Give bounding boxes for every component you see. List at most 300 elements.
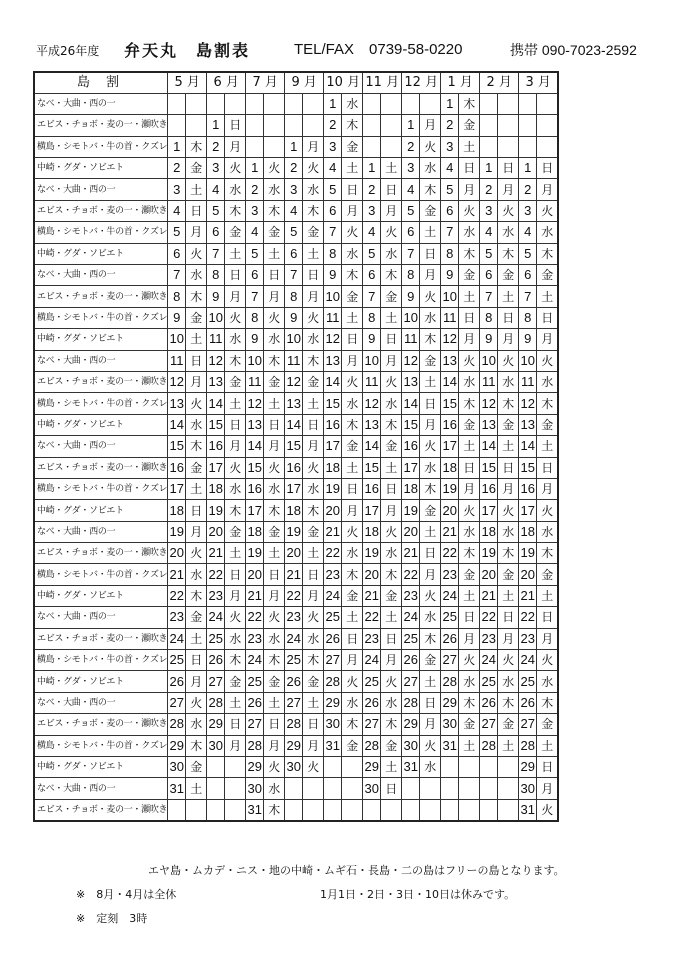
- weekday: 水: [342, 243, 363, 264]
- day-number: 12: [285, 371, 303, 392]
- weekday: 金: [459, 115, 480, 136]
- island-group-label: なべ・大曲・西の一: [34, 436, 168, 457]
- weekday: [186, 115, 207, 136]
- island-group-label: 中崎・グダ・ソビエト: [34, 414, 168, 435]
- day-number: [324, 757, 342, 778]
- weekday: 水: [303, 179, 324, 200]
- day-number: 6: [324, 200, 342, 221]
- weekday: 火: [264, 158, 285, 179]
- day-number: 27: [324, 650, 342, 671]
- day-number: 7: [207, 243, 225, 264]
- day-number: 4: [324, 158, 342, 179]
- weekday: 火: [303, 457, 324, 478]
- island-group-label: なべ・大曲・西の一: [34, 93, 168, 114]
- weekday: 金: [381, 286, 402, 307]
- day-number: 19: [480, 543, 498, 564]
- island-group-label: エビス・チョボ・麦の一・瀬吹き: [34, 714, 168, 735]
- day-number: 25: [285, 650, 303, 671]
- month-header: 11 月: [363, 72, 402, 93]
- day-number: 8: [363, 307, 381, 328]
- day-number: 28: [207, 692, 225, 713]
- weekday: [303, 115, 324, 136]
- weekday: 水: [537, 222, 559, 243]
- day-number: 29: [363, 757, 381, 778]
- weekday: 木: [381, 714, 402, 735]
- day-number: 6: [285, 243, 303, 264]
- weekday: 火: [225, 307, 246, 328]
- day-number: 20: [480, 564, 498, 585]
- weekday: 木: [459, 93, 480, 114]
- day-number: 6: [480, 265, 498, 286]
- day-number: 29: [441, 692, 459, 713]
- island-group-label: なべ・大曲・西の一: [34, 265, 168, 286]
- table-row: [34, 329, 558, 350]
- weekday: 日: [537, 307, 559, 328]
- day-number: 22: [324, 543, 342, 564]
- weekday: 金: [420, 350, 441, 371]
- weekday: [498, 93, 519, 114]
- day-number: 9: [285, 307, 303, 328]
- weekday: [342, 757, 363, 778]
- day-number: 27: [285, 692, 303, 713]
- day-number: [480, 799, 498, 820]
- weekday: 金: [264, 521, 285, 542]
- day-number: 2: [324, 115, 342, 136]
- day-number: 4: [402, 179, 420, 200]
- day-number: 28: [402, 692, 420, 713]
- day-number: 20: [324, 500, 342, 521]
- day-number: 21: [246, 585, 264, 606]
- day-number: 8: [285, 286, 303, 307]
- weekday: 月: [186, 521, 207, 542]
- weekday: 日: [186, 650, 207, 671]
- day-number: 15: [324, 393, 342, 414]
- table-row: [34, 607, 558, 628]
- weekday: 火: [420, 585, 441, 606]
- month-header: 3 月: [519, 72, 559, 93]
- weekday: [225, 799, 246, 820]
- day-number: 11: [207, 329, 225, 350]
- day-number: 12: [402, 350, 420, 371]
- day-number: 15: [402, 414, 420, 435]
- day-number: 21: [441, 521, 459, 542]
- day-number: 27: [363, 714, 381, 735]
- month-header: 5 月: [168, 72, 207, 93]
- month-header: 6 月: [207, 72, 246, 93]
- weekday: 土: [225, 393, 246, 414]
- day-number: 18: [402, 478, 420, 499]
- island-group-label: エビス・チョボ・麦の一・瀬吹き: [34, 628, 168, 649]
- weekday: 土: [381, 757, 402, 778]
- day-number: 10: [480, 350, 498, 371]
- day-number: 25: [402, 628, 420, 649]
- weekday: 木: [186, 585, 207, 606]
- weekday: 金: [264, 371, 285, 392]
- weekday: 月: [264, 585, 285, 606]
- day-number: 1: [246, 158, 264, 179]
- weekday: 木: [264, 799, 285, 820]
- day-number: 31: [246, 799, 264, 820]
- day-number: 26: [363, 692, 381, 713]
- day-number: 19: [246, 543, 264, 564]
- day-number: 16: [285, 457, 303, 478]
- weekday: 月: [342, 500, 363, 521]
- day-number: [207, 778, 225, 799]
- day-number: 3: [519, 200, 537, 221]
- island-group-label: エビス・チョボ・麦の一・瀬吹き: [34, 200, 168, 221]
- weekday: 水: [459, 371, 480, 392]
- weekday: 土: [225, 243, 246, 264]
- day-number: 15: [480, 457, 498, 478]
- weekday: 木: [186, 436, 207, 457]
- day-number: 15: [441, 393, 459, 414]
- day-number: 14: [363, 436, 381, 457]
- day-number: 29: [207, 714, 225, 735]
- weekday: 木: [303, 200, 324, 221]
- weekday: 土: [264, 393, 285, 414]
- island-group-label: なべ・大曲・西の一: [34, 692, 168, 713]
- day-number: 25: [480, 671, 498, 692]
- day-number: 1: [324, 93, 342, 114]
- day-number: 17: [246, 500, 264, 521]
- island-group-label: 中崎・グダ・ソビエト: [34, 500, 168, 521]
- weekday: 水: [342, 93, 363, 114]
- weekday: 木: [537, 543, 559, 564]
- month-header: 7 月: [246, 72, 285, 93]
- weekday: 土: [186, 179, 207, 200]
- day-number: 28: [324, 671, 342, 692]
- day-number: 5: [168, 222, 186, 243]
- weekday: 水: [459, 222, 480, 243]
- day-number: 13: [285, 393, 303, 414]
- day-number: 5: [363, 243, 381, 264]
- weekday: 土: [303, 393, 324, 414]
- day-number: 5: [519, 243, 537, 264]
- weekday: 水: [264, 628, 285, 649]
- day-number: 24: [441, 585, 459, 606]
- day-number: 28: [246, 735, 264, 756]
- day-number: 7: [441, 222, 459, 243]
- day-number: 16: [324, 414, 342, 435]
- day-number: 30: [363, 778, 381, 799]
- day-number: 14: [246, 436, 264, 457]
- day-number: 15: [519, 457, 537, 478]
- weekday: 日: [225, 115, 246, 136]
- day-number: [207, 93, 225, 114]
- weekday: [498, 757, 519, 778]
- day-number: 31: [324, 735, 342, 756]
- table-row: [34, 692, 558, 713]
- day-number: 15: [207, 414, 225, 435]
- day-number: 24: [363, 650, 381, 671]
- day-number: [246, 93, 264, 114]
- weekday: 日: [225, 414, 246, 435]
- weekday: 土: [186, 478, 207, 499]
- weekday: 木: [264, 500, 285, 521]
- weekday: 火: [381, 521, 402, 542]
- island-group-label: エビス・チョボ・麦の一・瀬吹き: [34, 457, 168, 478]
- weekday: 木: [537, 243, 559, 264]
- day-number: 8: [519, 307, 537, 328]
- weekday: 木: [459, 692, 480, 713]
- island-group-label: エビス・チョボ・麦の一・瀬吹き: [34, 799, 168, 820]
- weekday: 水: [537, 521, 559, 542]
- island-group-label: 横島・シモトバ・牛の首・クズレ: [34, 393, 168, 414]
- weekday: 月: [459, 329, 480, 350]
- weekday: 土: [381, 607, 402, 628]
- day-number: [441, 778, 459, 799]
- weekday: 金: [381, 735, 402, 756]
- day-number: 13: [363, 414, 381, 435]
- weekday: 木: [381, 414, 402, 435]
- weekday: [459, 799, 480, 820]
- weekday: 水: [537, 671, 559, 692]
- weekday: 日: [498, 607, 519, 628]
- day-number: 7: [402, 243, 420, 264]
- table-row: [34, 286, 558, 307]
- weekday: 日: [381, 778, 402, 799]
- weekday: 月: [381, 350, 402, 371]
- day-number: 10: [363, 350, 381, 371]
- day-number: 23: [519, 628, 537, 649]
- day-number: 29: [324, 692, 342, 713]
- day-number: [480, 136, 498, 157]
- day-number: 11: [285, 350, 303, 371]
- weekday: 木: [420, 329, 441, 350]
- day-number: [285, 778, 303, 799]
- weekday: 月: [303, 436, 324, 457]
- day-number: 28: [168, 714, 186, 735]
- day-number: 11: [363, 371, 381, 392]
- day-number: 9: [207, 286, 225, 307]
- day-number: 2: [207, 136, 225, 157]
- day-number: 19: [324, 478, 342, 499]
- island-group-label: 中崎・グダ・ソビエト: [34, 671, 168, 692]
- weekday: 木: [186, 136, 207, 157]
- weekday: 火: [537, 799, 559, 820]
- weekday: 火: [420, 136, 441, 157]
- weekday: 水: [420, 457, 441, 478]
- day-number: 30: [441, 714, 459, 735]
- day-number: 25: [441, 607, 459, 628]
- weekday: 水: [303, 628, 324, 649]
- island-group-label: 中崎・グダ・ソビエト: [34, 585, 168, 606]
- day-number: 7: [285, 265, 303, 286]
- weekday: 土: [537, 735, 559, 756]
- weekday: 土: [381, 158, 402, 179]
- day-number: 7: [168, 265, 186, 286]
- day-number: 13: [168, 393, 186, 414]
- day-number: 2: [246, 179, 264, 200]
- weekday: 水: [264, 329, 285, 350]
- day-number: 22: [480, 607, 498, 628]
- table-row: [34, 478, 558, 499]
- day-number: 30: [519, 778, 537, 799]
- weekday: 月: [186, 371, 207, 392]
- weekday: 金: [498, 564, 519, 585]
- table-row: [34, 158, 558, 179]
- weekday: 火: [342, 371, 363, 392]
- weekday: 木: [342, 714, 363, 735]
- table-row: [34, 265, 558, 286]
- table-row: [34, 243, 558, 264]
- day-number: 10: [246, 350, 264, 371]
- day-number: 19: [363, 543, 381, 564]
- day-number: 24: [519, 650, 537, 671]
- day-number: 9: [324, 265, 342, 286]
- weekday: 月: [420, 714, 441, 735]
- weekday: 木: [264, 350, 285, 371]
- day-number: 29: [285, 735, 303, 756]
- weekday: 日: [381, 478, 402, 499]
- day-number: 4: [168, 200, 186, 221]
- weekday: 水: [186, 714, 207, 735]
- weekday: 水: [186, 265, 207, 286]
- day-number: 23: [207, 585, 225, 606]
- weekday: 火: [537, 500, 559, 521]
- weekday: [342, 799, 363, 820]
- weekday: 火: [264, 307, 285, 328]
- weekday: 水: [420, 158, 441, 179]
- weekday: 水: [303, 329, 324, 350]
- day-number: 7: [519, 286, 537, 307]
- weekday: 金: [303, 371, 324, 392]
- weekday: 月: [303, 286, 324, 307]
- day-number: 10: [441, 286, 459, 307]
- day-number: 15: [363, 457, 381, 478]
- weekday: 金: [264, 222, 285, 243]
- weekday: 水: [459, 671, 480, 692]
- day-number: [246, 136, 264, 157]
- table-row: [34, 307, 558, 328]
- weekday: 日: [381, 179, 402, 200]
- weekday: 金: [381, 585, 402, 606]
- weekday: 火: [342, 222, 363, 243]
- island-group-label: 横島・シモトバ・牛の首・クズレ: [34, 136, 168, 157]
- day-number: 16: [441, 414, 459, 435]
- day-number: 16: [402, 436, 420, 457]
- day-number: 18: [285, 500, 303, 521]
- table-row: [34, 200, 558, 221]
- weekday: 日: [303, 564, 324, 585]
- day-number: 19: [285, 521, 303, 542]
- weekday: [186, 799, 207, 820]
- weekday: 火: [225, 457, 246, 478]
- day-number: 18: [441, 457, 459, 478]
- day-number: 5: [480, 243, 498, 264]
- weekday: [537, 93, 559, 114]
- weekday: 日: [537, 757, 559, 778]
- day-number: 30: [168, 757, 186, 778]
- weekday: [537, 136, 559, 157]
- weekday: [303, 778, 324, 799]
- day-number: 19: [402, 500, 420, 521]
- weekday: 金: [186, 158, 207, 179]
- weekday: 金: [186, 307, 207, 328]
- day-number: 17: [168, 478, 186, 499]
- weekday: 日: [225, 714, 246, 735]
- weekday: 水: [381, 543, 402, 564]
- weekday: 金: [420, 200, 441, 221]
- day-number: 1: [519, 158, 537, 179]
- table-row: [34, 93, 558, 114]
- day-number: 17: [519, 500, 537, 521]
- day-number: 3: [207, 158, 225, 179]
- day-number: 19: [441, 478, 459, 499]
- day-number: 4: [480, 222, 498, 243]
- weekday: [498, 136, 519, 157]
- day-number: 2: [519, 179, 537, 200]
- weekday: [381, 136, 402, 157]
- weekday: [186, 93, 207, 114]
- holidays-note: 1月1日・2日・3日・10日は休みです。: [320, 888, 516, 901]
- weekday: 木: [381, 265, 402, 286]
- day-number: 18: [324, 457, 342, 478]
- weekday: 日: [264, 714, 285, 735]
- weekday: 金: [459, 714, 480, 735]
- island-group-label: 横島・シモトバ・牛の首・クズレ: [34, 307, 168, 328]
- weekday: 土: [381, 457, 402, 478]
- weekday: 土: [186, 778, 207, 799]
- day-number: 14: [324, 371, 342, 392]
- weekday: 木: [459, 543, 480, 564]
- weekday: 火: [459, 500, 480, 521]
- day-number: 14: [207, 393, 225, 414]
- day-number: 20: [246, 564, 264, 585]
- day-number: 1: [168, 136, 186, 157]
- weekday: 土: [225, 543, 246, 564]
- island-group-label: 中崎・グダ・ソビエト: [34, 329, 168, 350]
- weekday: [303, 93, 324, 114]
- island-schedule-table: [33, 71, 559, 822]
- day-number: 20: [519, 564, 537, 585]
- day-number: 11: [441, 307, 459, 328]
- island-group-label: 横島・シモトバ・牛の首・クズレ: [34, 735, 168, 756]
- weekday: 水: [264, 778, 285, 799]
- weekday: 日: [264, 414, 285, 435]
- island-group-label: なべ・大曲・西の一: [34, 607, 168, 628]
- day-number: 28: [441, 671, 459, 692]
- weekday: 水: [498, 521, 519, 542]
- day-number: [168, 115, 186, 136]
- day-number: [207, 757, 225, 778]
- day-number: [246, 115, 264, 136]
- day-number: 7: [363, 286, 381, 307]
- day-number: [207, 799, 225, 820]
- weekday: 金: [342, 436, 363, 457]
- day-number: [285, 115, 303, 136]
- day-number: 26: [207, 650, 225, 671]
- weekday: 金: [342, 585, 363, 606]
- weekday: 火: [303, 607, 324, 628]
- day-number: 11: [168, 350, 186, 371]
- weekday: 日: [420, 393, 441, 414]
- weekday: [420, 799, 441, 820]
- weekday: 土: [420, 671, 441, 692]
- weekday: 木: [342, 265, 363, 286]
- weekday: 火: [264, 757, 285, 778]
- table-row: [34, 543, 558, 564]
- day-number: 17: [285, 478, 303, 499]
- weekday: [225, 93, 246, 114]
- day-number: 29: [402, 714, 420, 735]
- day-number: 10: [168, 329, 186, 350]
- weekday: 金: [537, 714, 559, 735]
- weekday: [381, 115, 402, 136]
- weekday: 水: [264, 478, 285, 499]
- weekday: 月: [498, 329, 519, 350]
- weekday: 日: [303, 265, 324, 286]
